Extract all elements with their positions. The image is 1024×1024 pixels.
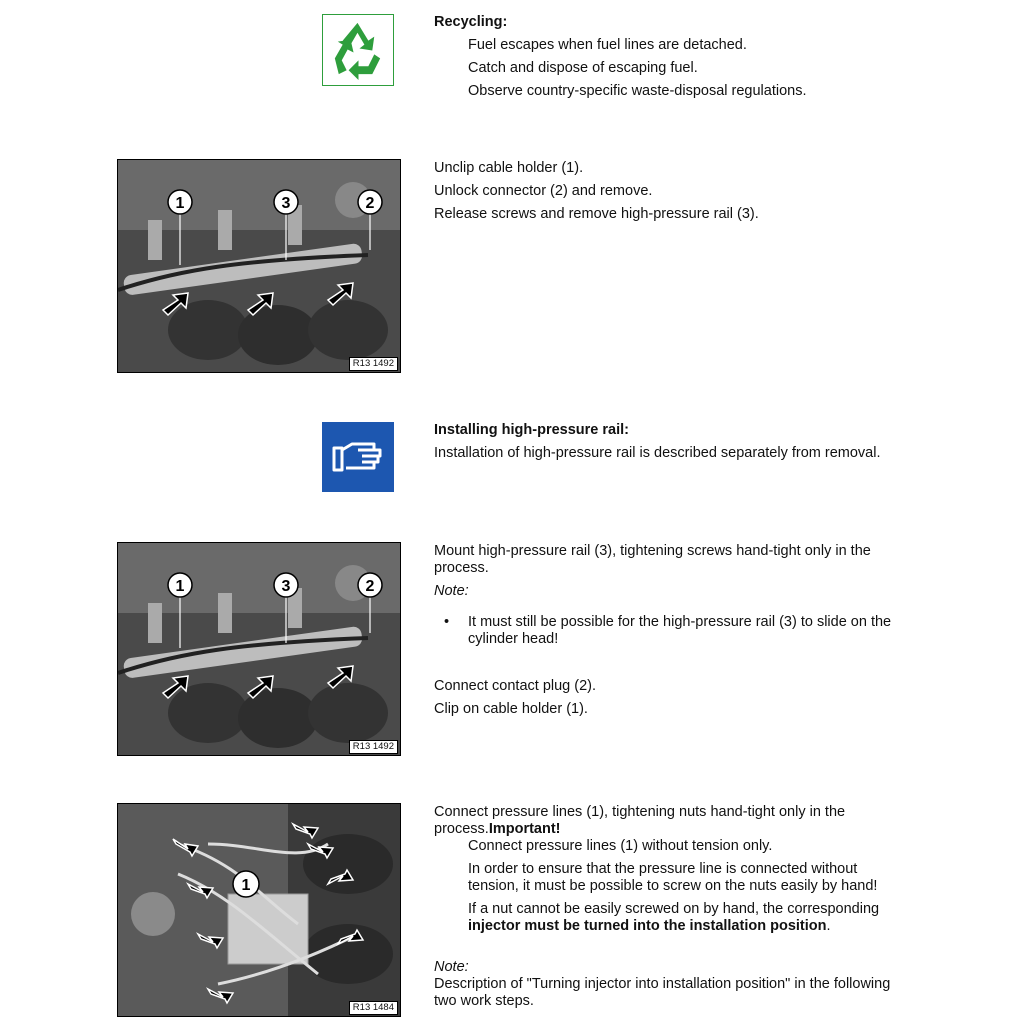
pressure-sub-2: In order to ensure that the pressure line is connected without tension, it must be possible to screw on the nuts easily by hand! <box>468 861 878 894</box>
installing-section <box>434 422 994 462</box>
recycling-section <box>434 14 994 100</box>
pressure-sub-1: Connect pressure lines (1) without tension only. <box>468 838 773 854</box>
recycle-icon <box>322 14 394 86</box>
important-label: Important! <box>488 821 561 837</box>
installing-line: Installation of high-pressure rail is described separately from removal. <box>434 445 881 461</box>
bullet-dot: • <box>444 614 450 630</box>
recycling-line-1: Fuel escapes when fuel lines are detached. <box>468 37 747 53</box>
removal-section <box>434 160 994 223</box>
callout-label-2: 2 <box>365 578 375 595</box>
figure-id: R13 1492 <box>349 357 398 371</box>
installing-title: Installing high-pressure rail: <box>434 422 629 438</box>
removal-line-3: Release screws and remove high-pressure rail (3). <box>434 206 759 222</box>
recycling-line-2: Catch and dispose of escaping fuel. <box>468 60 698 76</box>
removal-line-1: Unclip cable holder (1). <box>434 160 584 176</box>
pressure-section <box>434 804 904 1010</box>
pointing-hand-icon <box>322 422 394 492</box>
mount-note-label: Note: <box>434 583 469 599</box>
callout-label-1: 1 <box>175 195 185 212</box>
callout-label-1: 1 <box>241 877 251 894</box>
mount-line-1: Mount high-pressure rail (3), tightening screws hand-tight only in the process. <box>434 543 871 576</box>
mount-section <box>434 543 904 718</box>
pressure-sub-3-pre: If a nut cannot be easily screwed on by hand, the corresponding <box>468 901 880 917</box>
pressure-sub-3-post: . <box>826 918 831 934</box>
callout-label-3: 3 <box>281 578 291 595</box>
pressure-sub-3-bold: injector must be turned into the installation position <box>468 918 827 934</box>
callout-label-2: 2 <box>365 195 375 212</box>
recycling-line-3: Observe country-specific waste-disposal regulations. <box>468 83 807 99</box>
engine-rail-figure-mount <box>117 542 401 756</box>
figure-id: R13 1492 <box>349 740 398 754</box>
figure-id: R13 1484 <box>349 1001 398 1015</box>
callout-label-1: 1 <box>175 578 185 595</box>
mount-line-2: Connect contact plug (2). <box>434 678 597 694</box>
pressure-sub-3 <box>434 901 904 935</box>
recycling-title: Recycling: <box>434 14 508 30</box>
mount-bullet-text: It must still be possible for the high-pressure rail (3) to slide on the cylinder head! <box>468 614 892 647</box>
removal-line-2: Unlock connector (2) and remove. <box>434 183 653 199</box>
mount-line-3: Clip on cable holder (1). <box>434 701 588 717</box>
pressure-line-1 <box>434 804 904 838</box>
engine-rail-figure <box>117 159 401 373</box>
pressure-note-text: Description of "Turning injector into installation position" in the following two work steps. <box>434 976 891 1009</box>
pressure-note-label: Note: <box>434 959 469 975</box>
pressure-lines-figure <box>117 803 401 1017</box>
callout-label-3: 3 <box>281 195 291 212</box>
mount-bullet-item <box>434 614 904 648</box>
pressure-line-1-text: Connect pressure lines (1), tightening nuts hand-tight only in the process. <box>434 804 846 837</box>
